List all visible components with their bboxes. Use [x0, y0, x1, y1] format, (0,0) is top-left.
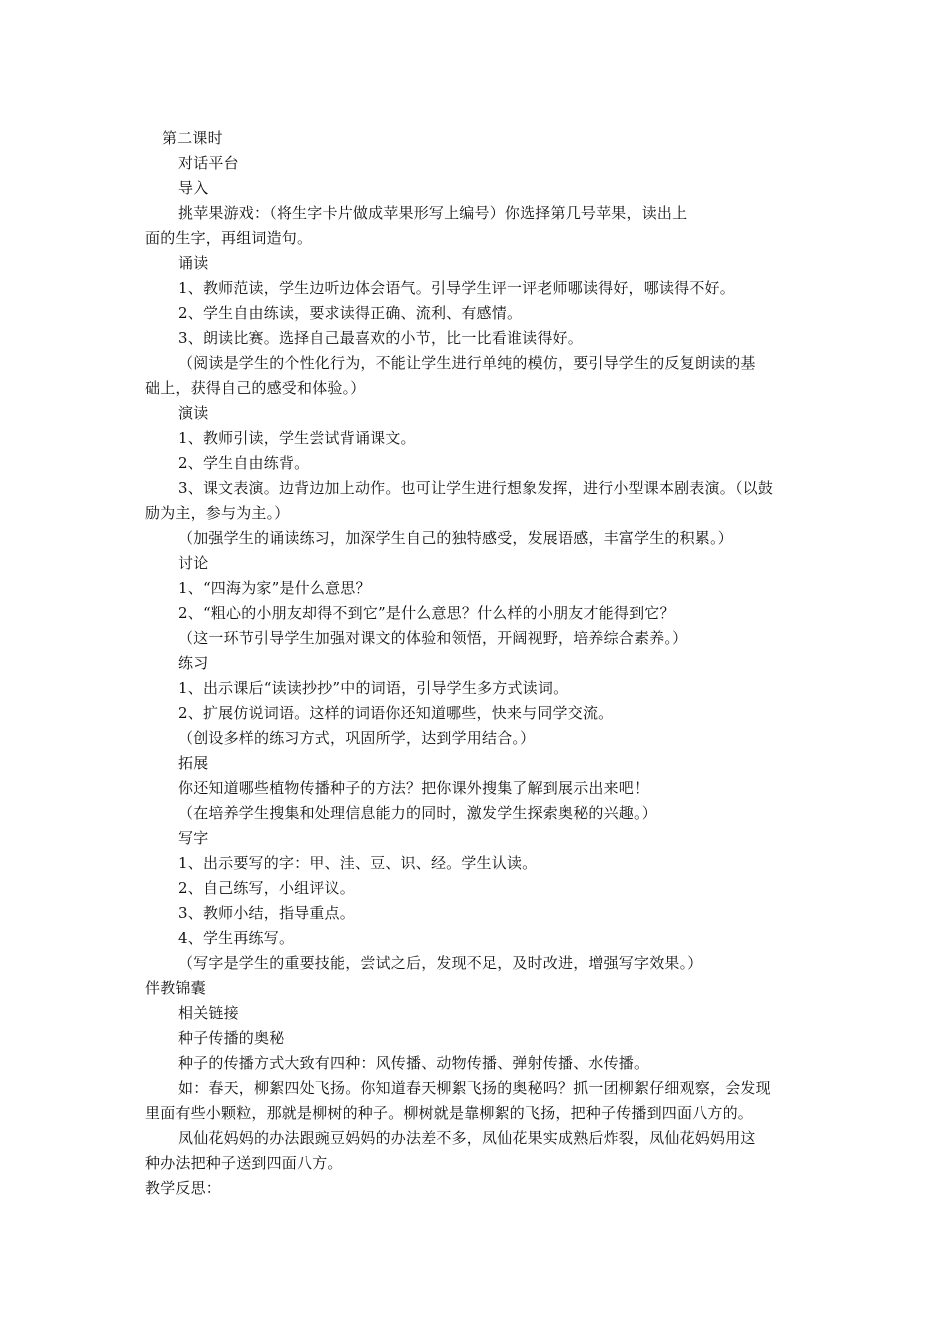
list-item: 2、扩展仿说词语。这样的词语你还知道哪些，快来与同学交流。	[178, 704, 614, 722]
list-item: 1、教师范读，学生边听边体会语气。引导学生评一评老师哪读得好，哪读得不好。	[178, 279, 735, 297]
list-item: 1、出示课后“读读抄抄”中的词语，引导学生多方式读词。	[178, 679, 569, 697]
section-heading: 相关链接	[178, 1004, 239, 1022]
list-item: 1、教师引读，学生尝试背诵课文。	[178, 429, 416, 447]
section-heading: 讨论	[178, 554, 209, 572]
paragraph-line: 如：春天，柳絮四处飞扬。你知道春天柳絮飞扬的奥秘吗？抓一团柳絮仔细观察，会发现	[178, 1079, 771, 1097]
paragraph-line: 面的生字，再组词造句。	[145, 229, 313, 247]
list-item: 4、学生再练写。	[178, 929, 295, 947]
section-heading: 对话平台	[178, 154, 239, 172]
section-heading: 拓展	[178, 754, 209, 772]
list-item: 3、教师小结，指导重点。	[178, 904, 355, 922]
paragraph-line: 里面有些小颗粒，那就是柳树的种子。柳树就是靠柳絮的飞扬，把种子传播到四面八方的。	[145, 1104, 754, 1122]
paragraph-line: 凤仙花妈妈的办法跟豌豆妈妈的办法差不多，凤仙花果实成熟后炸裂，凤仙花妈妈用这	[178, 1129, 756, 1147]
lesson-title: 第二课时	[162, 129, 223, 147]
note-line: （在培养学生搜集和处理信息能力的同时，激发学生探索奥秘的兴趣。）	[178, 804, 657, 822]
section-heading: 教学反思：	[145, 1179, 222, 1197]
list-item: 3、课文表演。边背边加上动作。也可让学生进行想象发挥，进行小型课本剧表演。（以鼓	[178, 479, 774, 497]
note-line: （加强学生的诵读练习，加深学生自己的独特感受，发展语感，丰富学生的积累。）	[178, 529, 733, 547]
paragraph-line: 挑苹果游戏：（将生字卡片做成苹果形写上编号）你选择第几号苹果，读出上	[178, 204, 688, 222]
section-heading: 演读	[178, 404, 209, 422]
list-item: 3、朗读比赛。选择自己最喜欢的小节，比一比看谁读得好。	[178, 329, 583, 347]
section-heading: 导入	[178, 179, 209, 197]
section-heading: 写字	[178, 829, 209, 847]
section-heading: 种子传播的奥秘	[178, 1029, 285, 1047]
list-item: 2、学生自由练读，要求读得正确、流利、有感情。	[178, 304, 523, 322]
note-line: （创设多样的练习方式，巩固所学，达到学用结合。）	[178, 729, 536, 747]
list-item: 2、“粗心的小朋友却得不到它”是什么意思？什么样的小朋友才能得到它？	[178, 604, 675, 622]
list-item: 2、学生自由练背。	[178, 454, 310, 472]
note-line: （这一环节引导学生加强对课文的体验和领悟，开阔视野，培养综合素养。）	[178, 629, 688, 647]
paragraph-line: 种子的传播方式大致有四种：风传播、动物传播、弹射传播、水传播。	[178, 1054, 650, 1072]
note-line: 础上，获得自己的感受和体验。）	[145, 379, 366, 397]
list-item: 1、“四海为家”是什么意思？	[178, 579, 371, 597]
list-item: 2、自己练写，小组评议。	[178, 879, 355, 897]
note-line: （阅读是学生的个性化行为，不能让学生进行单纯的模仿，要引导学生的反复朗读的基	[178, 354, 756, 372]
list-item: 1、出示要写的字：甲、洼、豆、识、经。学生认读。	[178, 854, 538, 872]
section-heading: 诵读	[178, 254, 209, 272]
paragraph-line: 你还知道哪些植物传播种子的方法？把你课外搜集了解到展示出来吧！	[178, 779, 650, 797]
paragraph-line: 种办法把种子送到四面八方。	[145, 1154, 343, 1172]
section-heading: 练习	[178, 654, 209, 672]
section-heading: 伴教锦囊	[145, 979, 206, 997]
list-item: 励为主，参与为主。）	[145, 504, 290, 522]
note-line: （写字是学生的重要技能，尝试之后，发现不足，及时改进，增强写字效果。）	[178, 954, 703, 972]
